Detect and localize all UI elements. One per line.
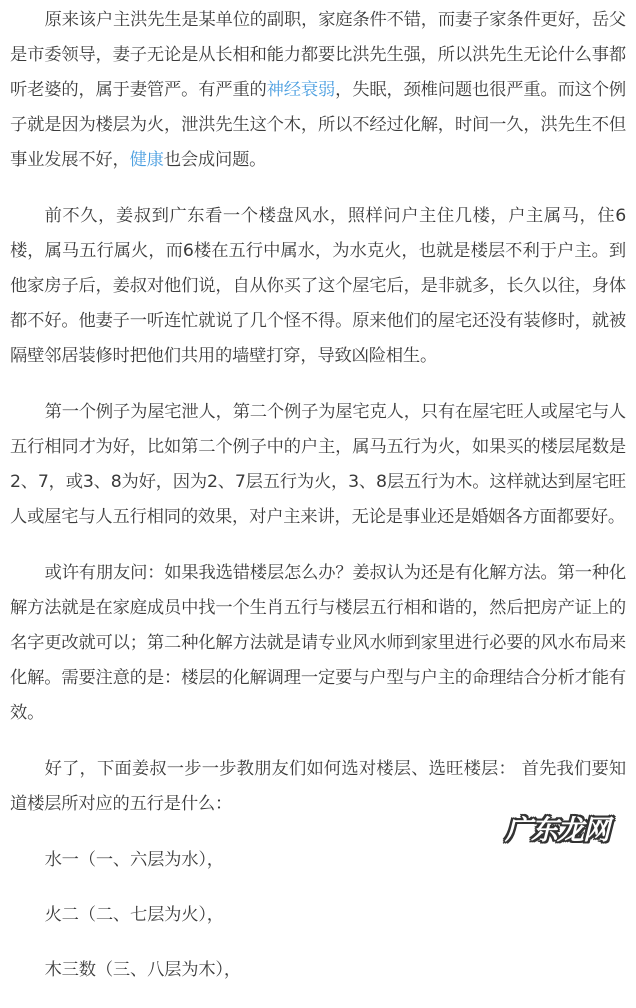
- link-health[interactable]: 健康: [129, 150, 164, 170]
- paragraph-2: 前不久，姜叔到广东看一个楼盘风水，照样问户主住几楼，户主属马，住6楼，属马五行属火，而6楼在五行中属水，为水克火，也就是楼层不利于户主。到他家房子后，姜叔对他们说，自从你买了这个屋宅后，是非就多，长久以往，身体都不好。他妻子一听连忙就说了几个怪不得。原来他们的屋宅还没有装修时，就被隔壁邻居装修时把他们共用的墙壁打穿，导致凶险相生。: [10, 206, 626, 366]
- list-item-water: 水一（一、六层为水），: [44, 850, 224, 870]
- paragraph-3: 第一个例子为屋宅泄人，第二个例子为屋宅克人，只有在屋宅旺人或屋宅与人五行相同才为好，比如第二个例子中的户主，属马五行为火，如果买的楼层尾数是2、7，或3、8为好，因为2、7层五行为火，3、8层五行为木。这样就达到屋宅旺人或屋宅与人五行相同的效果，对户主来讲，无论是事业还是婚姻各方面都要好。: [10, 402, 626, 527]
- watermark-logo: 广东龙网: [505, 815, 609, 846]
- list-item-wood: 木三数（三、八层为木），: [44, 960, 241, 980]
- paragraph-4: 或许有朋友问：如果我选错楼层怎么办？姜叔认为还是有化解方法。第一种化解方法就是在家庭成员中找一个生肖五行与楼层五行相和谐的，然后把房产证上的名字更改就可以；第二种化解方法就是请专业风水师到家里进行必要的风水布局来化解。需要注意的是：楼层的化解调理一定要与户型与户主的命理结合分析才能有效。: [10, 563, 626, 723]
- link-neurasthenia[interactable]: 神经衰弱: [266, 80, 336, 100]
- article-body: [10, 0, 626, 1008]
- paragraph-5: 好了，下面姜叔一步一步教朋友们如何选对楼层、选旺楼层： 首先我们要知道楼层所对应的五行是什么：: [10, 759, 626, 814]
- list-item-fire: 火二（二、七层为火），: [44, 905, 224, 925]
- paragraph-1: 原来该户主洪先生是某单位的副职，家庭条件不错，而妻子家条件更好，岳父是市委领导，妻子无论是从长相和能力都要比洪先生强，所以洪先生无论什么事都听老婆的，属于妻管严。有严重的神经衰弱，失眠，颈椎问题也很严重。而这个例子就是因为楼层为火，泄洪先生这个木，所以不经过化解，时间一久，洪先生不但事业发展不好，健康也会成问题。: [10, 10, 626, 170]
